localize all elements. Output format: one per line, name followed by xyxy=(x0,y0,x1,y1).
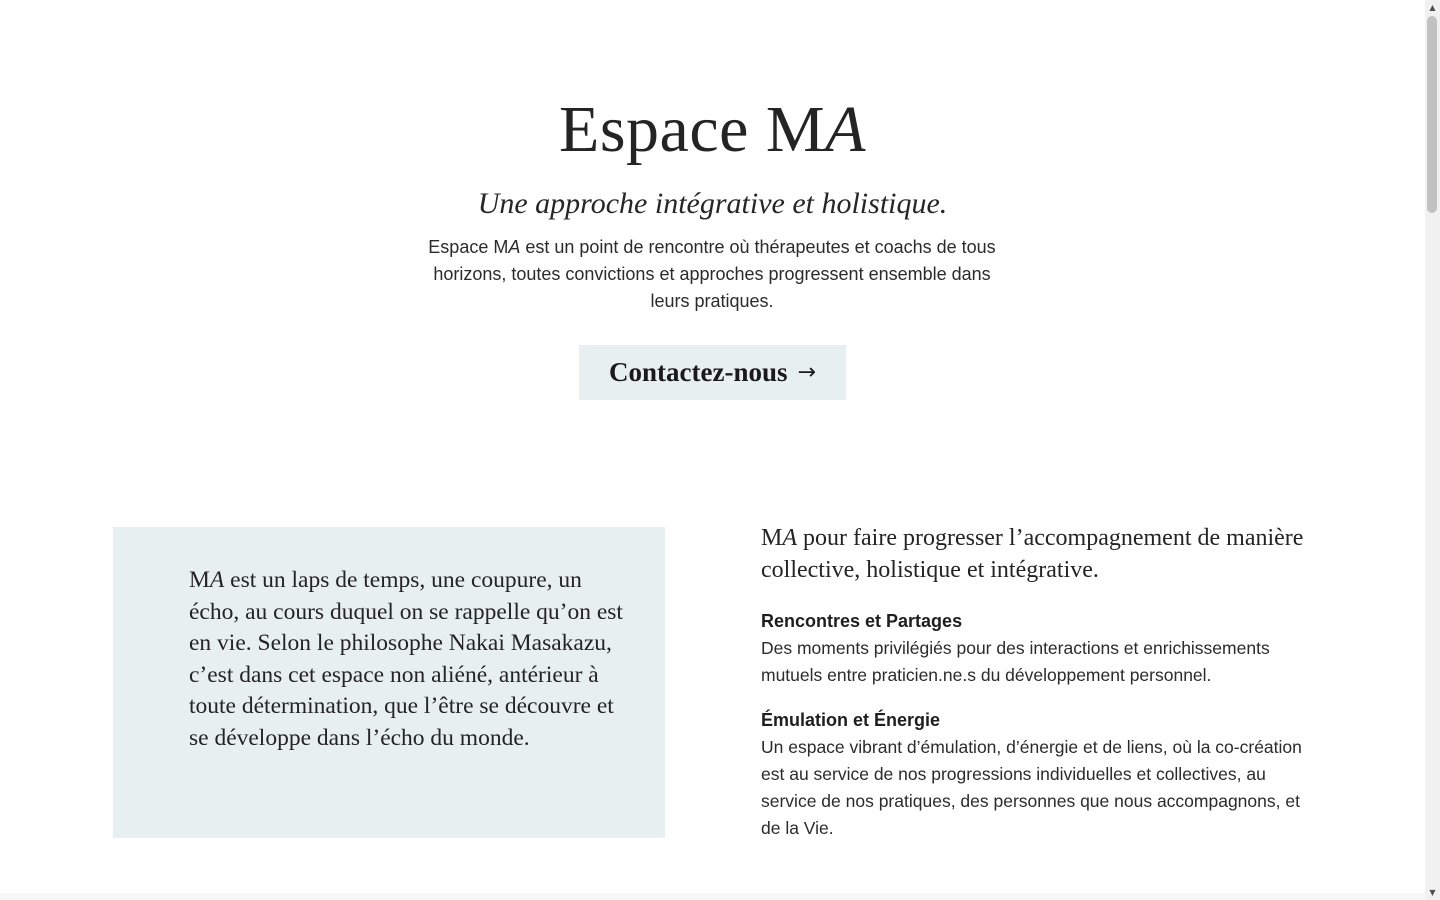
arrow-right-icon: → xyxy=(797,360,816,385)
scroll-up-icon[interactable]: ▲ xyxy=(1429,3,1436,12)
quote-text xyxy=(189,565,629,755)
quote-brand-accent: A xyxy=(209,567,225,593)
feature-title: Émulation et Énergie xyxy=(761,710,941,730)
description-text: est un point de rencontre où thérapeutes et coachs de tous horizons, toutes convictions et approches progressent ensemble dans leurs pratiques. xyxy=(433,237,996,311)
hero-description xyxy=(412,234,1012,315)
lead-brand-main: M xyxy=(761,525,783,551)
lead-text: pour faire progresser l’accompagnement de manière collective, holistique et intégrative. xyxy=(761,525,1304,583)
features-section xyxy=(761,522,1321,842)
contact-button-label: Contactez-nous xyxy=(609,357,788,387)
feature-item xyxy=(761,707,1321,842)
feature-item xyxy=(761,608,1321,689)
contact-button[interactable] xyxy=(579,345,846,400)
title-accent: A xyxy=(825,93,866,166)
page-title xyxy=(0,92,1425,168)
quote-brand-main: M xyxy=(189,567,210,593)
scroll-down-icon[interactable]: ▼ xyxy=(1429,888,1436,897)
feature-text: Des moments privilégiés pour des interactions et enrichissements mutuels entre praticien.ne.s du développement personnel. xyxy=(761,638,1270,685)
title-main: Espace M xyxy=(559,93,826,166)
scrollbar-thumb[interactable] xyxy=(1427,16,1437,213)
feature-title: Rencontres et Partages xyxy=(761,611,963,631)
description-brand-main: Espace M xyxy=(428,237,509,257)
quote-body: est un laps de temps, une coupure, un écho, au cours duquel on se rappelle qu’on est en vie. Selon le philosophe Nakai Masakazu, c’est dans cet espace non aliéné, antérieur à toute détermination, que l’être se découvre et se développe dans l’écho du monde. xyxy=(189,567,623,751)
description-brand-accent: A xyxy=(508,237,521,257)
next-section-edge xyxy=(0,893,1425,900)
quote-panel xyxy=(113,527,665,838)
feature-text: Un espace vibrant d’émulation, d’énergie et de liens, où la co-création est au service de nos progressions individuelles et collectives, au service de nos pratiques, des personnes que nous accompagnons, et de la Vie. xyxy=(761,737,1302,838)
vertical-scrollbar[interactable] xyxy=(1425,0,1440,900)
lead-brand-accent: A xyxy=(782,525,798,551)
hero-subtitle: Une approche intégrative et holistique. xyxy=(477,187,948,220)
features-lead xyxy=(761,522,1321,586)
